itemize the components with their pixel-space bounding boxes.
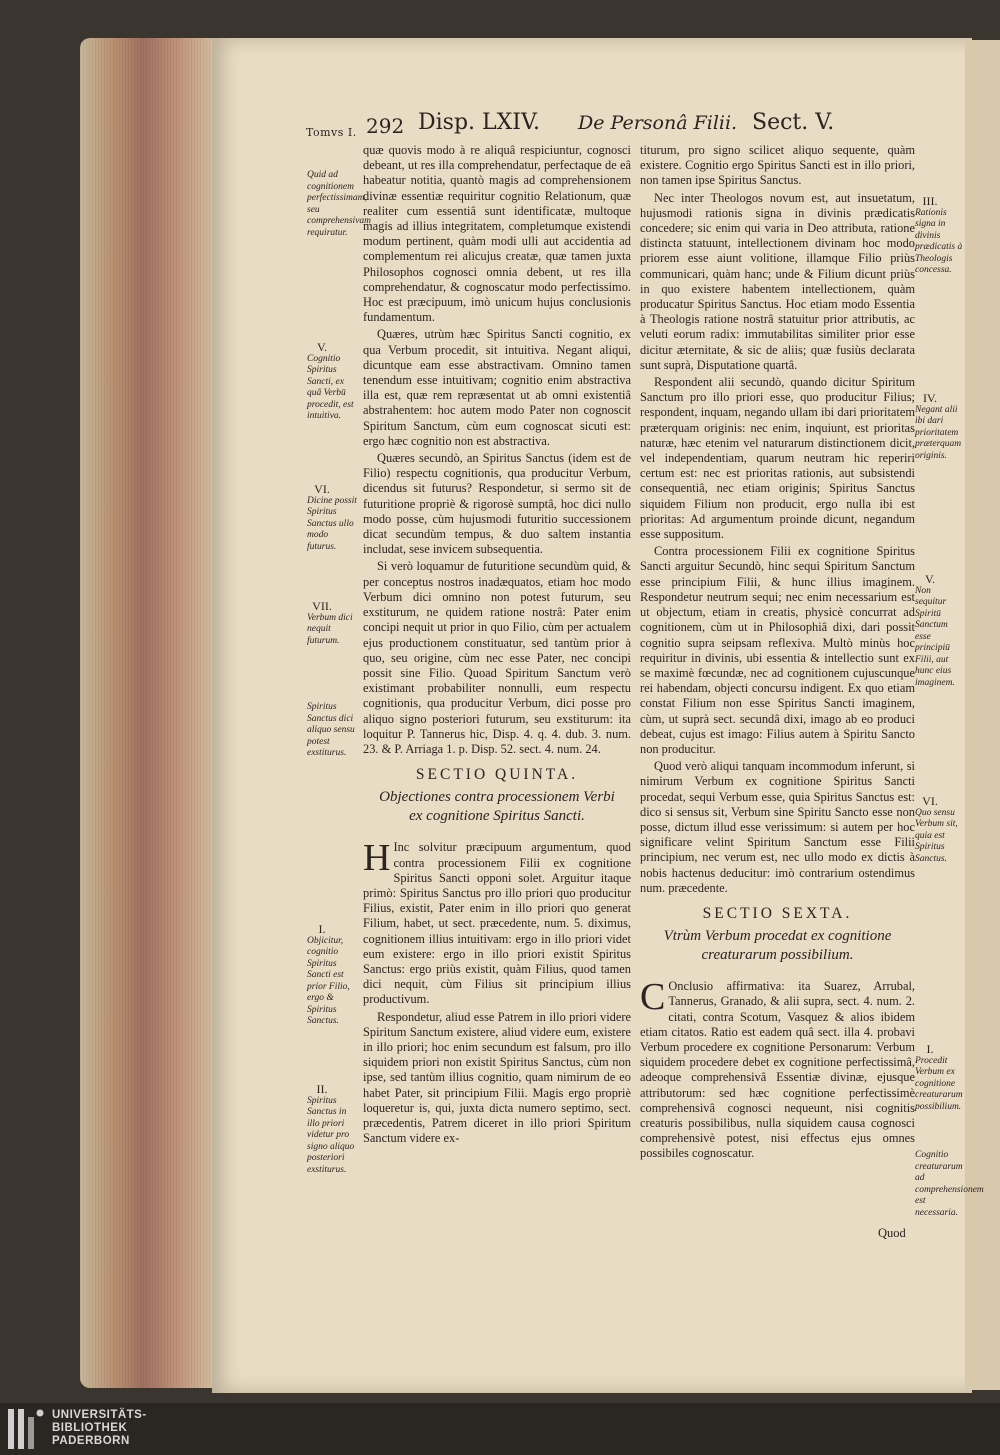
margin-note	[307, 484, 359, 553]
library-name-line: UNIVERSITÄTS-	[52, 1409, 147, 1421]
margin-note	[307, 342, 359, 423]
margin-note	[915, 196, 963, 277]
margin-note	[915, 393, 963, 462]
library-name-line: BIBLIOTHEK	[52, 1422, 128, 1434]
margin-note-number: VI.	[314, 482, 330, 496]
margin-note	[307, 702, 359, 760]
paragraph-with-initial	[363, 837, 631, 1007]
margin-note-text: Quid ad cognitionem perfectissimam, seu comprehensivam requiratur.	[307, 170, 372, 238]
disputation-label: Disp. LXIV.	[418, 110, 541, 135]
margin-note-number: I.	[318, 922, 326, 936]
library-logo-icon	[4, 1407, 46, 1451]
margin-note-number: V.	[316, 340, 328, 354]
margin-note	[307, 924, 359, 1028]
margin-note-number: I.	[926, 1042, 934, 1056]
book-page-edges	[80, 38, 220, 1388]
margin-note-text: Spiritus Sanctus dici aliquo sensu potest exstiturus.	[307, 702, 355, 758]
margin-note-text: Dicine possit Spiritus Sanctus ullo modo futurus.	[307, 495, 357, 552]
paragraph: Quæres secundò, an Spiritus Sanctus (idem est de Filio) respectu cognitionis, qua producitur Verbum, dicendus sit futurus? Respondetur, si sermo sit de futuritione propriè & rigorosè sumptâ, hoc dici nullo modo posse, cùm hujusmodi futuritio successionem dicat secundùm tempus, & duo saltem instantia includat, sese invicem subsequentia.	[363, 451, 631, 557]
margin-note-text: Verbum dici nequit futurum.	[307, 612, 353, 646]
library-footer	[0, 1403, 1000, 1453]
margin-note	[915, 1150, 984, 1219]
paragraph: Nec inter Theologos novum est, aut insuetatum, hujusmodi rationis signa in divinis prædicatis concedere; sic enim qui varia in Deo attributa, ratione distincta statuunt, intellectionem divinam hoc modo priorem esse aiunt volitione, illamque Filio priùs communicari, quàm hanc; unde & Filium dicunt priùs in quo existere habentem intellectionem, quàm producatur Spiritus Sanctus. Hoc etiam modo Essentia à Theologis ratione nostrâ statuitur prior attributis, ac veluti eorum radix: immutabilitas similiter prior esse dicitur æternitate, & sic de aliis; quæ fusiùs declarata sunt suprà, Disputatione quartâ.	[640, 190, 915, 372]
paragraph: Respondetur, aliud esse Patrem in illo priori videre Spiritum Sanctum existere, aliud videre eum, existere in illo priori; hoc enim secundum est falsum, pro illo siquidem priori non existit Spiritus Sanctus, cùm non ipse, sed tantùm illius cognitio, quam nimirum de eo habet Pater, sit principium Filii. Magis ergo propriè loqueretur is, qui, juxta dicta numero septimo, sect. præcedentis, Patrem diceret in illo priori Spiritum Sanctum videre ex-	[363, 1009, 631, 1146]
margin-note-text: Cognitio creaturarum ad comprehensionem est necessaria.	[915, 1150, 984, 1218]
paragraph: Si verò loquamur de futuritione secundùm quid, & per conceptus nostros inadæquatos, etiam hoc modo Verbum dici omnino non potest futurum, seu exstiturum, ne quidem ratione nostrâ: Pater enim concipi nequit ut prior in quo Filio, cùm per actualem ejus productionem constituatur, sed tantùm prior à quo, seu origine, cùm nec esse Pater, nec concipi possit sine Filio. Quoad Spiritum Sanctum verò existimant probabiliter nonnulli, eum respectu cognitionis, qua producitur Verbum, dici posse pro aliquo signo posteriori futurum, seu exstiturum: ita loquitur P. Tannerus hic, Disp. 4. q. 4. dub. 3. num. 23. & P. Arriaga 1. p. Disp. 52. sect. 4. num. 24.	[363, 559, 631, 756]
running-title: De Personâ Filii.	[578, 112, 738, 134]
tomus-label: Tomvs I.	[306, 126, 357, 139]
catchword: Quod	[878, 1226, 906, 1240]
section-subtitle: Objectiones contra processionem Verbi ex cognitione Spiritus Sancti.	[379, 789, 615, 825]
section-heading: SECTIO SEXTA.	[702, 904, 853, 922]
section-subtitle: Vtrùm Verbum procedat ex cognitione creaturarum possibilium.	[663, 928, 892, 964]
paragraph: Respondent alii secundò, quando dicitur Spiritum Sanctum pro illo priori esse, quo producitur Filius; respondent, inquam, negando ullam ibi dari prioritatem præterquam originis: nec enim, inquiunt, est prioritas naturæ, hæc etenim vel naturarum distinctionem dicit, vel independentiam, quarum neutram hic reperiri certum est: nec est prioritas rationis, aut subsistendi consequentiâ, nec etiam originis; Spiritus Sanctus siquidem Filium non producit, ergo nulla ibi est prioritas: Ad argumentum proinde dicunt, negandum esse suppositum.	[640, 375, 915, 542]
margin-note	[307, 1084, 359, 1176]
margin-note-text: Spiritus Sanctus in illo priori videtur pro signo aliquo posteriori exstiturus.	[307, 1095, 355, 1175]
margin-note-number: III.	[922, 194, 938, 208]
margin-note	[915, 1044, 963, 1113]
margin-note-number: IV.	[922, 391, 938, 405]
margin-note	[307, 601, 359, 647]
margin-note-number: VI.	[922, 794, 938, 808]
paragraph-text: Inc solvitur præcipuum argumentum, quod contra processionem Filii ex cognitione Spiritus Sancti opponi solet. Arguitur itaque primò: Spiritus Sanctus pro illo priori quo producitur Filius, existit, Pater enim in illo priori quo generat Filium, habet, ut sect. præcedente, num. 5. diximus, cognitionem illius intuitivam: ergo in illo priori videt eum existere: ergo in illo priori existit Spiritus Sanctus: ergo priùs existit, quàm Filius, quod tamen dici nequit, cùm Filius sit principium illius productivum.	[363, 840, 631, 1007]
drop-cap: C	[640, 976, 666, 1019]
paragraph-with-initial	[640, 976, 915, 1161]
margin-note-number: II.	[316, 1082, 328, 1096]
margin-note-text: Negant alii ibi dari prioritatem præterquam originis.	[915, 404, 962, 461]
paragraph: Quod verò aliqui tanquam incommodum inferunt, si nimirum Verbum ex cognitione Spiritus Sancti procedat, sequi Verbum esse, quia Spiritus Sanctus est: dico si sensus sit, Verbum sine Spiritu Sancto esse non posse, dictum illud esse verissimum: si autem per hoc significare velint Spiritum Sanctum esse Filii principium, nec verum est, nec ullo modo ex dictis à nobis hactenus deducitur: imò contrarium ostendimus num. præcedente.	[640, 759, 915, 895]
section-heading: SECTIO QUINTA.	[415, 766, 579, 784]
drop-cap: H	[363, 837, 391, 880]
margin-note-text: Cognitio Spiritus Sancti, ex quâ Verbū procedit, est intuitiva.	[307, 353, 354, 421]
library-name	[52, 1409, 147, 1448]
library-name-line: PADERBORN	[52, 1435, 130, 1447]
margin-note-text: Non sequitur Spiritū Sanctum esse principiū Filii, aut hunc eius imaginem.	[915, 585, 955, 688]
paragraph: Contra processionem Filii ex cognitione Spiritus Sancti arguitur Secundò, hinc sequi Spiritum Sanctum esse principium Filii, & hunc illius imaginem. Respondetur neutrum sequi; nec enim necessarium est ut objectum, etiam in creatis, physicè concurrat ad cognitionem, cùm ut in Philosophiâ dixi, dari possit cognitio supra seipsam reflexiva. Multò minùs hoc requiritur in divinis, ubi essentia & intellectio sunt ex se maximè fœcundæ, nec ad cognitionem cujuscunque rei habendam, objecti concursu indigent. Ex quo etiam constat Filium non esse Spiritus Sancti imaginem, cùm, ut suprà sect. secundâ dixi, imago ab eo produci debeat, cujus est imago: Filius autem à Spiritu Sancto non producitur.	[640, 544, 915, 756]
text-column-right	[640, 143, 915, 1243]
text-column-left	[363, 143, 631, 1233]
margin-note-text: Procedit Verbum ex cognitione creaturarum possibilium.	[915, 1055, 963, 1112]
paragraph: Quæres, utrùm hæc Spiritus Sancti cognitio, ex qua Verbum procedit, sit intuitiva. Negant aliqui, dicuntque eam esse abstractivam. Omnino tamen tenendum esse intuitivam; cognitio enim abstractiva illa est, quæ rem repræsentat ut ab omni existentiâ abstrahentem: hoc autem modo Pater non cognoscit Spiritum Sanctum, cùm eum cognoscat sicuti est: ergo hæc cognitio non est abstractiva.	[363, 327, 631, 448]
margin-note-number: VII.	[312, 599, 332, 613]
margin-note-number: V.	[924, 572, 936, 586]
margin-note	[307, 170, 372, 239]
margin-note	[915, 574, 963, 689]
paragraph-text: Onclusio affirmativa: ita Suarez, Arrubal, Tannerus, Granado, & alii supra, sect. 4. num. 2. citati, contra Scotum, Vasquez & alios ibidem etiam citatos. Ratio est eadem quâ sect. illa 4. probavi Verbum procedere ex cognitione Personarum: Verbum siquidem procedere debet ex cognitione perfectissimâ, adeoque comprehensivâ Essentiæ divinæ, ejusque attributorum: sed hæc cognitione perfectissimè comprehensivâ cognosci nequeunt, nisi cognitis creaturis possibilibus, nulla siquidem causa cognosci comprehensivè potest, nisi effectus ejus omnes possibiles cognoscatur.	[640, 979, 915, 1161]
margin-note-text: Objicitur, cognitio Spiritus Sancti est prior Filio, ergo & Spiritus Sanctus.	[307, 935, 350, 1026]
margin-note	[915, 796, 963, 865]
margin-note-text: Quo sensu Verbum sit, quia est Spiritus Sanctus.	[915, 807, 958, 864]
margin-note-text: Rationis signa in divinis prædicatis à Theologis concessa.	[915, 207, 963, 275]
section-label: Sect. V.	[752, 110, 835, 135]
page-number: 292	[366, 114, 405, 138]
running-header	[300, 106, 940, 142]
paragraph: titurum, pro signo scilicet aliquo sequente, quàm existere. Cognitio ergo Spiritus Sancti est in illo priori, non tamen ipse Spiritus Sanctus.	[640, 143, 915, 188]
paragraph: quæ quovis modo à re aliquâ respiciuntur, cognosci debeant, ut res illa comprehendatur, perfectaque de eâ habeatur notitia, quantò magis ad comprehensionem divinæ essentiæ requiritur cognitio Relationum, quæ realiter cum essentiâ sunt identificatæ, multoque magis ad illius integritatem, completumque existendi modum pertinent, quàm modi ulli aut accidentia ad complementum rei alicujus creatæ, quæ tamen juxta Philosophos cognosci omnia debent, ut res illa comprehendatur, & cognoscatur modo perfectissimo. Hoc est præcipuum, imò unicum hujus conclusionis fundamentum.	[363, 143, 631, 325]
